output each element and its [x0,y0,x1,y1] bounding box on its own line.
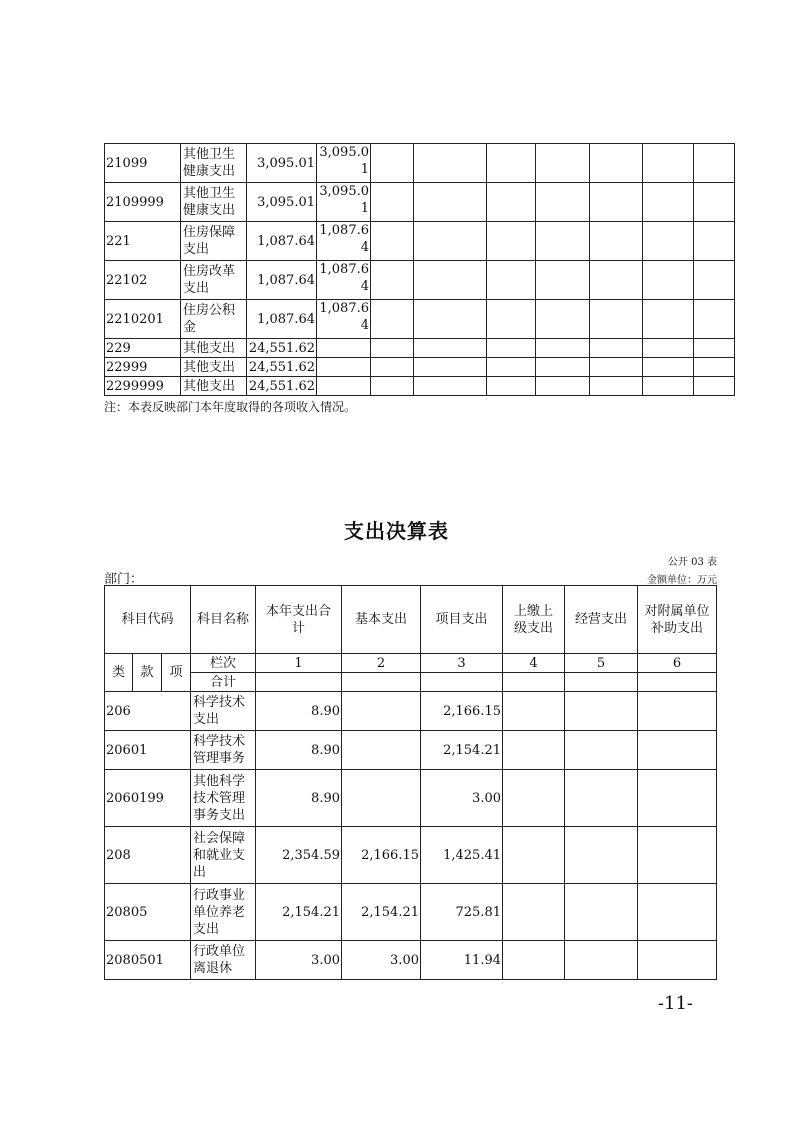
expense-table [104,585,717,980]
project-value: 2,166.15 [421,692,503,731]
header-kuan: 款 [133,654,162,692]
department-label: 部门： [104,572,144,587]
table-row [105,731,717,770]
table-row [105,183,735,222]
subject-code: 22999 [105,358,181,377]
basic-value [342,731,421,770]
subject-code: 2060199 [105,770,191,827]
subject-name: 社会保障和就业支出 [191,827,256,884]
table-row [105,261,735,300]
table-row [105,692,717,731]
page-title: 支出决算表 [344,519,449,543]
project-value: 725.81 [421,884,503,941]
table-row [105,941,717,980]
project-value: 1,425.41 [421,827,503,884]
subject-name: 其他支出 [181,339,247,358]
column-number: 4 [503,654,565,673]
subject-code: 221 [105,222,181,261]
table-row [105,339,735,358]
table-row [105,300,735,339]
header-lei: 类 [105,654,133,692]
table-row [105,884,717,941]
basic-value: 3.00 [342,941,421,980]
basic-value: 2,166.15 [342,827,421,884]
subject-code: 2080501 [105,941,191,980]
subject-code: 208 [105,827,191,884]
header-total: 本年支出合计 [256,586,342,654]
subject-code: 229 [105,339,181,358]
subject-name: 其他支出 [181,377,247,396]
total-value: 3,095.01 [247,183,317,222]
subject-code: 2210201 [105,300,181,339]
total-value: 8.90 [256,692,342,731]
column-number: 1 [256,654,342,673]
header-subsidy: 对附属单位补助支出 [638,586,717,654]
subject-name: 其他支出 [181,358,247,377]
header-heji: 合计 [191,673,256,692]
header-business: 经营支出 [565,586,638,654]
total-value: 1,087.64 [247,222,317,261]
header-upper: 上缴上级支出 [503,586,565,654]
subject-name: 住房改革支出 [181,261,247,300]
header-lanci: 栏次 [191,654,256,673]
table-row [105,377,735,396]
header-row [105,586,717,654]
column-number: 5 [565,654,638,673]
total-value: 1,087.64 [247,300,317,339]
table-row [105,222,735,261]
header-basic: 基本支出 [342,586,421,654]
table-row [105,770,717,827]
income-table-continued [104,143,735,396]
page-number: -11- [657,993,693,1014]
total-value: 3.00 [256,941,342,980]
column-number: 6 [638,654,717,673]
table-number: 公开 03 表 [667,557,717,568]
basic-value [342,770,421,827]
subject-name: 住房保障支出 [181,222,247,261]
table-note: 注：本表反映部门本年度取得的各项收入情况。 [104,400,357,414]
total-value: 24,551.62 [247,358,317,377]
subject-code: 206 [105,692,191,731]
total-value: 8.90 [256,731,342,770]
column-number: 2 [342,654,421,673]
total-value: 24,551.62 [247,377,317,396]
total-value: 3,095.01 [247,144,317,183]
subject-code: 2299999 [105,377,181,396]
unit-label: 金额单位：万元 [647,575,717,586]
basic-value: 3,095.01 [317,183,371,222]
basic-value: 1,087.64 [317,222,371,261]
header-xiang: 项 [162,654,191,692]
subject-code: 20601 [105,731,191,770]
basic-value: 1,087.64 [317,300,371,339]
subject-name: 行政事业单位养老支出 [191,884,256,941]
subject-name: 科学技术管理事务 [191,731,256,770]
basic-value: 2,154.21 [342,884,421,941]
header-project: 项目支出 [421,586,503,654]
total-row [105,673,717,692]
project-value: 2,154.21 [421,731,503,770]
subject-name: 科学技术支出 [191,692,256,731]
header-subject-code: 科目代码 [105,586,191,654]
total-value: 2,354.59 [256,827,342,884]
basic-value: 3,095.01 [317,144,371,183]
basic-value: 1,087.64 [317,261,371,300]
column-number: 3 [421,654,503,673]
subject-name: 其他科学技术管理事务支出 [191,770,256,827]
header-subject-name: 科目名称 [191,586,256,654]
subject-code: 21099 [105,144,181,183]
subject-code: 20805 [105,884,191,941]
total-value: 24,551.62 [247,339,317,358]
subject-name: 其他卫生健康支出 [181,144,247,183]
table-row [105,358,735,377]
total-value: 8.90 [256,770,342,827]
subject-name: 住房公积金 [181,300,247,339]
subject-name: 行政单位离退休 [191,941,256,980]
total-value: 1,087.64 [247,261,317,300]
subject-code: 22102 [105,261,181,300]
subject-name: 其他卫生健康支出 [181,183,247,222]
column-number-row [105,654,717,673]
subject-code: 2109999 [105,183,181,222]
basic-value [342,692,421,731]
table-row [105,827,717,884]
table-row [105,144,735,183]
project-value: 11.94 [421,941,503,980]
total-value: 2,154.21 [256,884,342,941]
project-value: 3.00 [421,770,503,827]
